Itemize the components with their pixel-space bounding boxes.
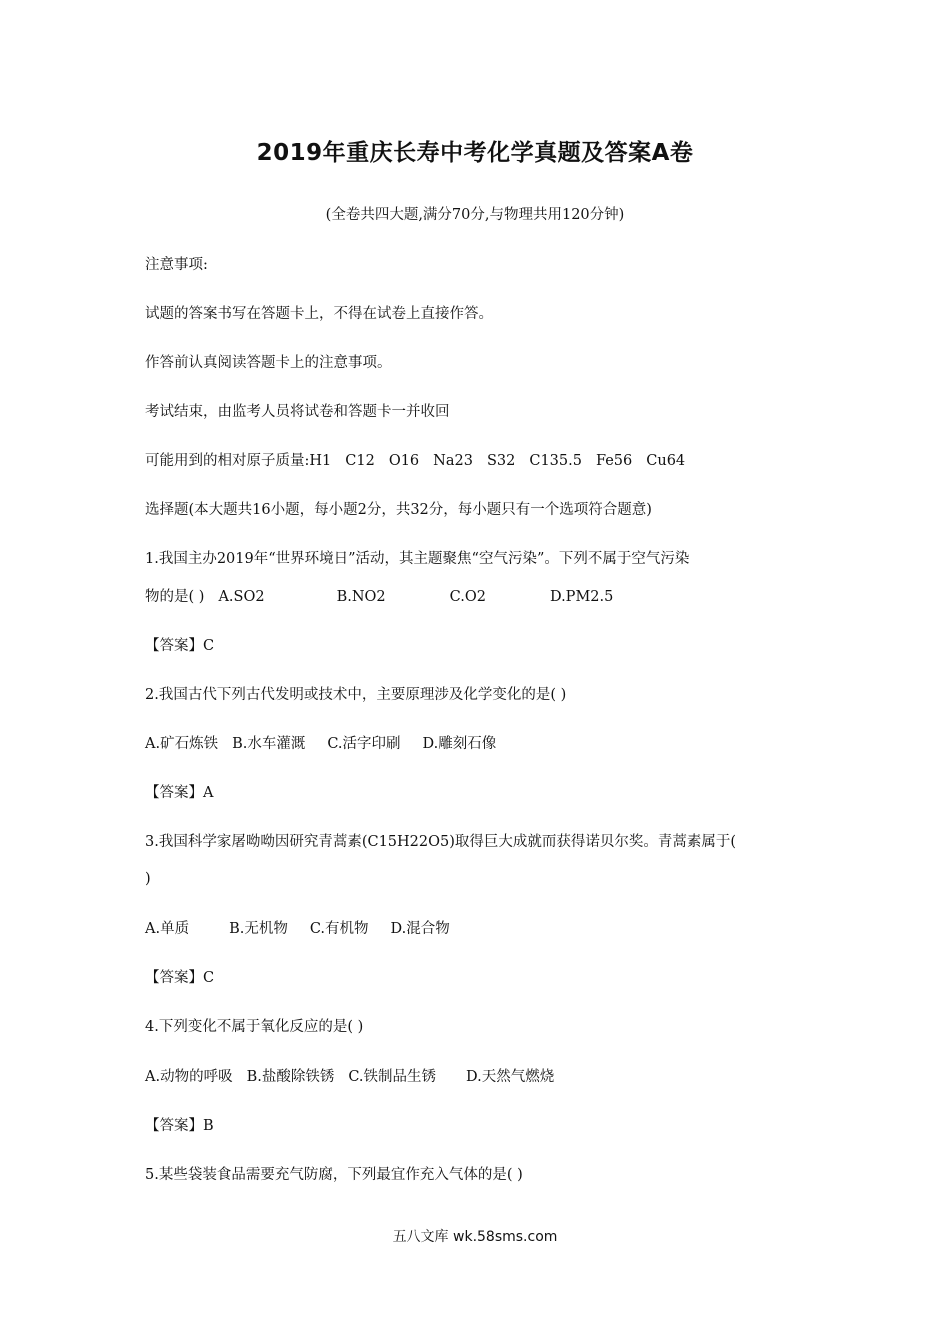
option: A.单质 [145,921,190,937]
option: D.天然气燃烧 [466,1069,555,1085]
notice-heading: 注意事项: [145,257,208,273]
footer-watermark: 五八文库 wk.58sms.com [392,1229,558,1245]
atomic-mass-item: C135.5 [529,453,582,469]
option: B.水车灌溉 [232,736,306,752]
option: D.混合物 [390,921,450,937]
option: A.矿石炼铁 [145,736,219,752]
atomic-mass-line [145,451,825,471]
question-stem: 4.下列变化不属于氧化反应的是( ) [145,1019,364,1035]
question-options [145,919,825,939]
question-options [145,1067,825,1087]
question-stem-cont: 物的是( ) [145,589,205,605]
option: C.O2 [449,589,486,605]
option: C.铁制品生锈 [348,1069,437,1085]
question-stem: 3.我国科学家屠呦呦因研究青蒿素(C15H22O5)取得巨大成就而获得诺贝尔奖。青蒿素属于( [145,834,737,850]
answer: 【答案】C [145,970,215,986]
notice-item: 考试结束，由监考人员将试卷和答题卡一并收回 [145,404,450,420]
option: B.盐酸除铁锈 [246,1069,335,1085]
exam-info: (全卷共四大题,满分70分,与物理共用120分钟) [325,207,625,223]
section-heading: 选择题(本大题共16小题，每小题2分，共32分，每小题只有一个选项符合题意) [145,502,652,518]
atomic-mass-item: Fe56 [595,453,633,469]
option: C.活字印刷 [327,736,401,752]
answer: 【答案】C [145,638,215,654]
notice-item: 试题的答案书写在答题卡上，不得在试卷上直接作答。 [145,306,493,322]
option: B.无机物 [229,921,288,937]
answer: 【答案】A [145,785,214,801]
option: A.动物的呼吸 [145,1069,233,1085]
question-stem-cont: ) [145,871,151,887]
question-stem: 1.我国主办2019年“世界环境日”活动，其主题聚焦“空气污染”。下列不属于空气污染 [145,551,690,567]
atomic-mass-item: S32 [486,453,516,469]
atomic-mass-item: C12 [345,453,375,469]
option: D.PM2.5 [549,589,614,605]
atomic-mass-label: 可能用到的相对原子质量:H1 [145,453,332,469]
question-stem: 2.我国古代下列古代发明或技术中，主要原理涉及化学变化的是( ) [145,687,567,703]
option: C.有机物 [309,921,369,937]
atomic-mass-item: Cu64 [646,453,686,469]
page-title: 2019年重庆长寿中考化学真题及答案A卷 [256,140,694,166]
question-stem: 5.某些袋装食品需要充气防腐，下列最宜作充入气体的是( ) [145,1167,523,1183]
option: A.SO2 [218,589,265,605]
option: B.NO2 [336,589,386,605]
answer: 【答案】B [145,1118,214,1134]
notice-item: 作答前认真阅读答题卡上的注意事项。 [145,355,392,371]
question-options [145,734,825,754]
option: D.雕刻石像 [422,736,497,752]
atomic-mass-item: O16 [388,453,420,469]
question-options [145,587,825,607]
atomic-mass-item: Na23 [433,453,473,469]
